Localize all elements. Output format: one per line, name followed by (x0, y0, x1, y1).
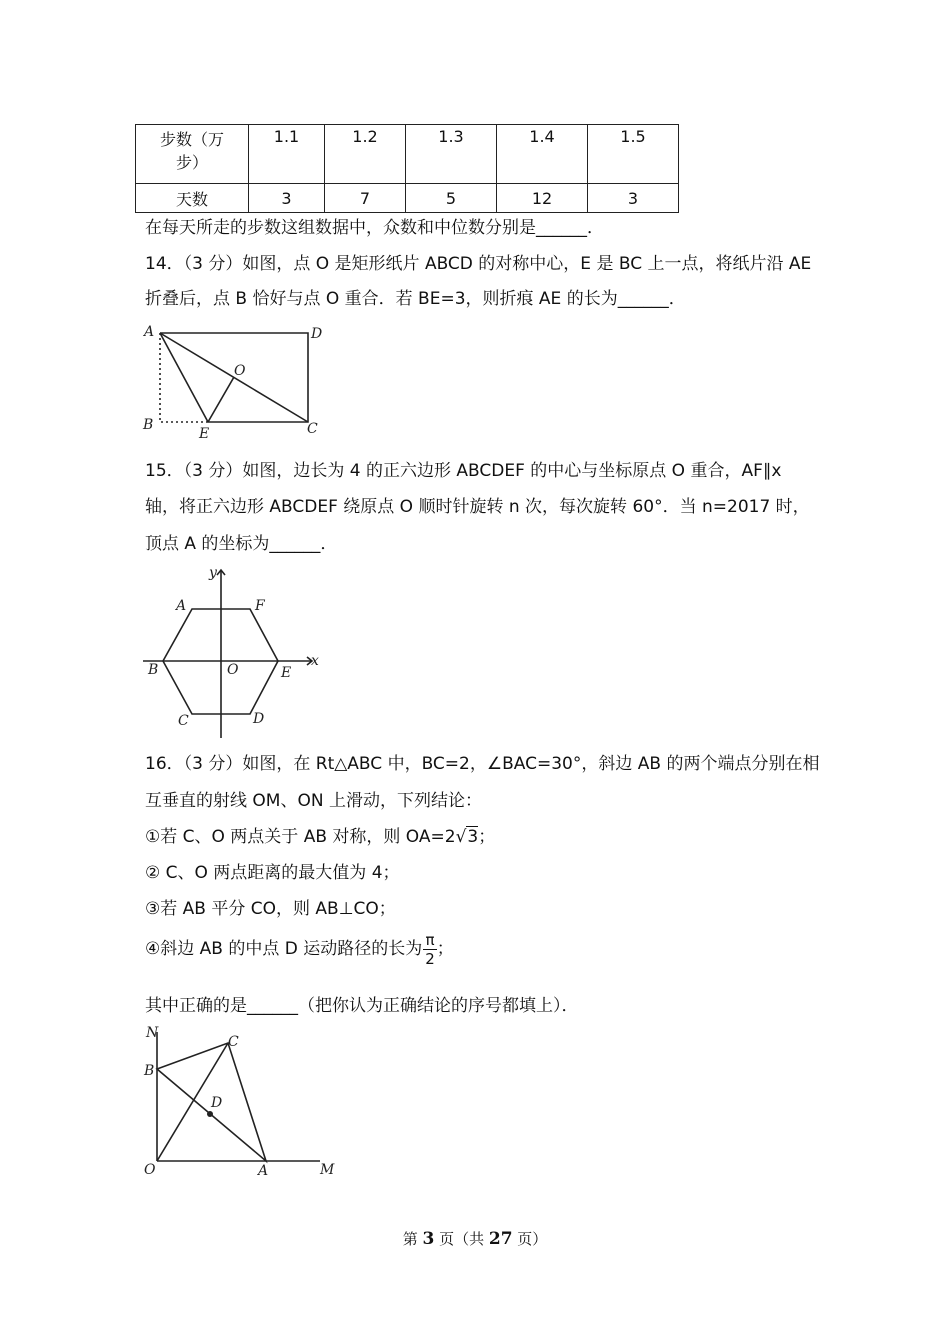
label-m: M (320, 1162, 335, 1178)
q16-conclusion-2: ② C、O 两点距离的最大值为 4； (145, 863, 400, 883)
q15-line-2: 轴，将正六边形 ABCDEF 绕原点 O 顺时针旋转 n 次，每次旋转 60°．当 n=2017 时， (145, 497, 810, 517)
label-c: C (178, 713, 189, 729)
table-cell: 3 (588, 184, 679, 213)
point-d (207, 1111, 213, 1117)
label-f: F (255, 598, 265, 614)
q14-line-1: 14．（3 分）如图，点 O 是矩形纸片 ABCD 的对称中心，E 是 BC 上一点，将纸片沿 AE (145, 254, 812, 274)
label-o: O (234, 363, 246, 379)
table-cell: 1.1 (249, 125, 325, 184)
q15-figure (140, 562, 330, 742)
q14-line-2: 折叠后，点 B 恰好与点 O 重合．若 BE=3，则折痕 AE 的长为______． (145, 289, 686, 309)
q14-figure (140, 322, 330, 442)
table-cell: 5 (406, 184, 497, 213)
table-row (136, 125, 679, 184)
label-a: A (176, 598, 187, 614)
sqrt-radicand: 3 (467, 827, 479, 847)
label-d: D (211, 1095, 223, 1111)
label-n: N (146, 1025, 159, 1041)
segment-eo (208, 377, 234, 422)
header-line-1: 步数（万 (159, 130, 224, 149)
q15-line-1: 15．（3 分）如图，边长为 4 的正六边形 ABCDEF 的中心与坐标原点 O 重合，AF∥x (145, 461, 782, 481)
fraction-pi-over-2 (423, 931, 437, 968)
table-cell: 1.2 (325, 125, 406, 184)
table-cell: 1.4 (497, 125, 588, 184)
table-cell: 12 (497, 184, 588, 213)
conclusion-4-suffix: ； (436, 939, 454, 959)
q16-line-1: 16．（3 分）如图，在 Rt△ABC 中，BC=2，∠BAC=30°，斜边 AB 的两个端点分别在相 (145, 754, 820, 774)
footer-mid: 页（共 (434, 1230, 489, 1248)
q16-conclusion-1 (145, 825, 495, 849)
fold-line-ae (160, 333, 208, 422)
label-x: x (311, 653, 319, 669)
table-row (136, 184, 679, 213)
label-a: A (258, 1163, 269, 1179)
footer-pre: 第 (402, 1230, 423, 1248)
q16-conclusion-3: ③若 AB 平分 CO，则 AB⊥CO； (145, 899, 396, 919)
label-c: C (307, 421, 318, 437)
conclusion-1-suffix: ； (478, 827, 496, 847)
table-cell: 7 (325, 184, 406, 213)
label-b: B (144, 1063, 155, 1079)
table-cell: 1.5 (588, 125, 679, 184)
label-b: B (143, 417, 154, 433)
label-e: E (281, 665, 292, 681)
fraction-denominator: 2 (425, 949, 435, 968)
q15-line-3: 顶点 A 的坐标为______． (145, 534, 338, 554)
label-d: D (311, 326, 323, 342)
label-c: C (228, 1034, 239, 1050)
total-pages: 27 (488, 1229, 513, 1249)
label-o: O (144, 1162, 156, 1178)
fraction-numerator: π (423, 931, 437, 950)
conclusion-4-prefix: ④斜边 AB 的中点 D 运动路径的长为 (145, 939, 423, 959)
header-line-2: 步） (175, 153, 208, 172)
steps-table (135, 124, 679, 213)
current-page: 3 (422, 1229, 435, 1249)
q16-figure (140, 1022, 350, 1182)
label-b: B (148, 662, 159, 678)
q16-line-2: 互垂直的射线 OM、ON 上滑动，下列结论： (145, 791, 482, 811)
label-d: D (253, 711, 265, 727)
label-a: A (144, 324, 155, 340)
table-header-cell: 天数 (136, 184, 249, 213)
q13-tail-text: 在每天所走的步数这组数据中，众数和中位数分别是______． (145, 218, 604, 238)
sqrt-sign: √ (455, 827, 467, 847)
table-header-cell (136, 125, 249, 184)
table-cell: 3 (249, 184, 325, 213)
label-y: y (209, 565, 217, 581)
footer-post: 页） (512, 1230, 548, 1248)
conclusion-1-prefix: ①若 C、O 两点关于 AB 对称，则 OA=2 (145, 827, 456, 847)
page-footer (0, 1228, 950, 1249)
q16-conclusion-4 (145, 930, 454, 968)
table-cell: 1.3 (406, 125, 497, 184)
label-e: E (199, 426, 210, 442)
label-o: O (227, 662, 239, 678)
q16-ask: 其中正确的是______（把你认为正确结论的序号都填上）． (145, 996, 579, 1016)
